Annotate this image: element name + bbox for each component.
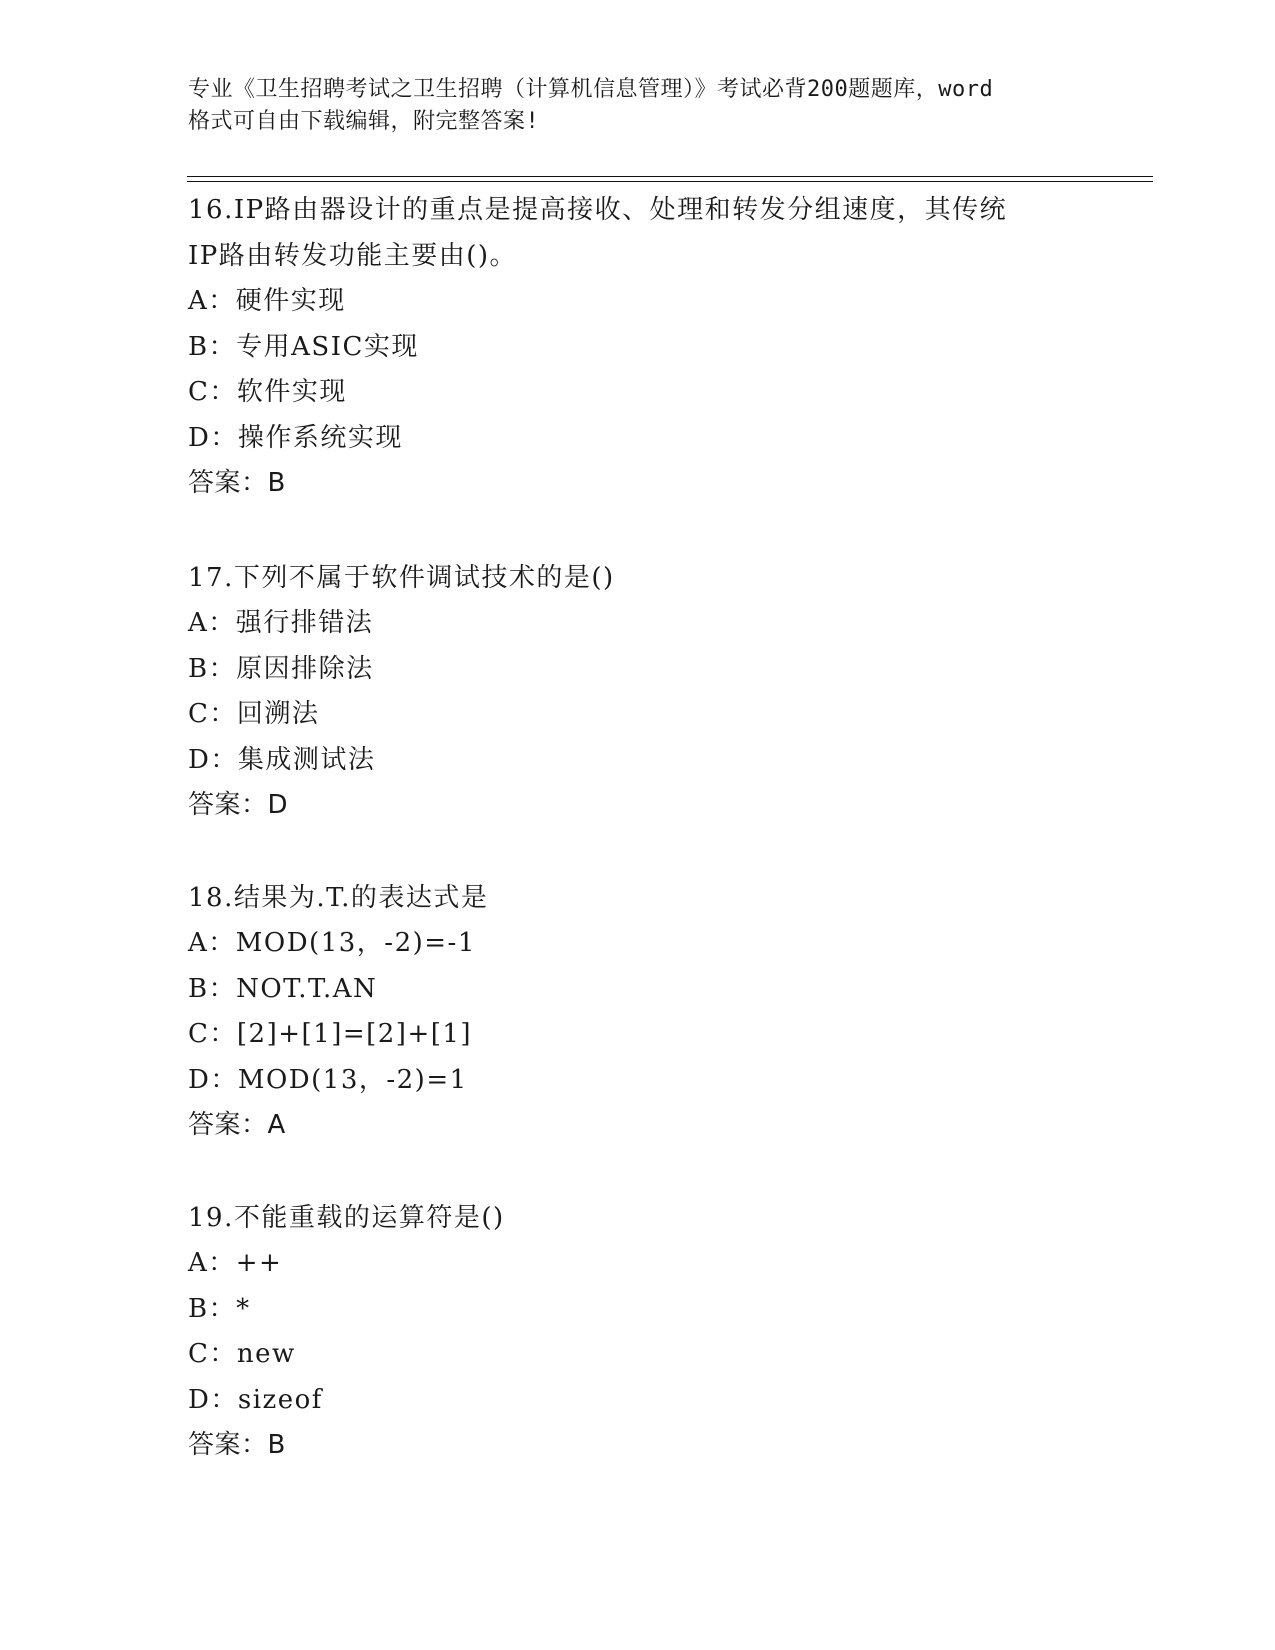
question-19 <box>188 1195 1088 1469</box>
header-line-2: 格式可自由下载编辑，附完整答案! <box>188 109 540 134</box>
option-d: D：操作系统实现 <box>188 422 403 453</box>
option-a: A：MOD(13，-2)=-1 <box>188 928 476 958</box>
document-header <box>188 74 1088 138</box>
option-b: B：原因排除法 <box>188 653 374 684</box>
option-a: A：++ <box>188 1248 283 1278</box>
option-b: B：NOT.T.AN <box>188 973 378 1004</box>
question-18 <box>188 875 1088 1149</box>
option-c: C：软件实现 <box>188 377 347 407</box>
option-b: B：专用ASIC实现 <box>188 331 419 362</box>
option-c: C：回溯法 <box>188 699 320 729</box>
option-d: D：集成测试法 <box>188 744 376 775</box>
answer-label: 答案：B <box>188 1430 286 1460</box>
question-16 <box>188 187 1088 507</box>
option-d: D：MOD(13，-2)=1 <box>188 1064 468 1095</box>
question-stem-line: 19.不能重载的运算符是() <box>188 1203 505 1233</box>
answer-label: 答案：B <box>188 468 286 498</box>
option-d: D：sizeof <box>188 1384 323 1415</box>
answer-label: 答案：D <box>188 790 289 820</box>
option-b: B：* <box>188 1293 251 1324</box>
option-c: C：[2]+[1]=[2]+[1] <box>188 1019 473 1049</box>
option-a: A：硬件实现 <box>188 286 346 316</box>
header-divider-top <box>187 176 1153 177</box>
question-stem-line: IP路由转发功能主要由()。 <box>188 241 518 271</box>
question-stem-line: 17.下列不属于软件调试技术的是() <box>188 563 615 593</box>
question-stem-line: 18.结果为.T.的表达式是 <box>188 883 489 913</box>
answer-label: 答案：A <box>188 1110 286 1140</box>
header-line-1: 专业《卫生招聘考试之卫生招聘（计算机信息管理）》考试必背200题题库，word <box>188 77 994 102</box>
option-c: C：new <box>188 1339 296 1369</box>
header-divider-bottom <box>187 181 1153 182</box>
question-stem-line: 16.IP路由器设计的重点是提高接收、处理和转发分组速度，其传统 <box>188 195 1008 225</box>
option-a: A：强行排错法 <box>188 608 374 638</box>
question-17 <box>188 555 1088 829</box>
